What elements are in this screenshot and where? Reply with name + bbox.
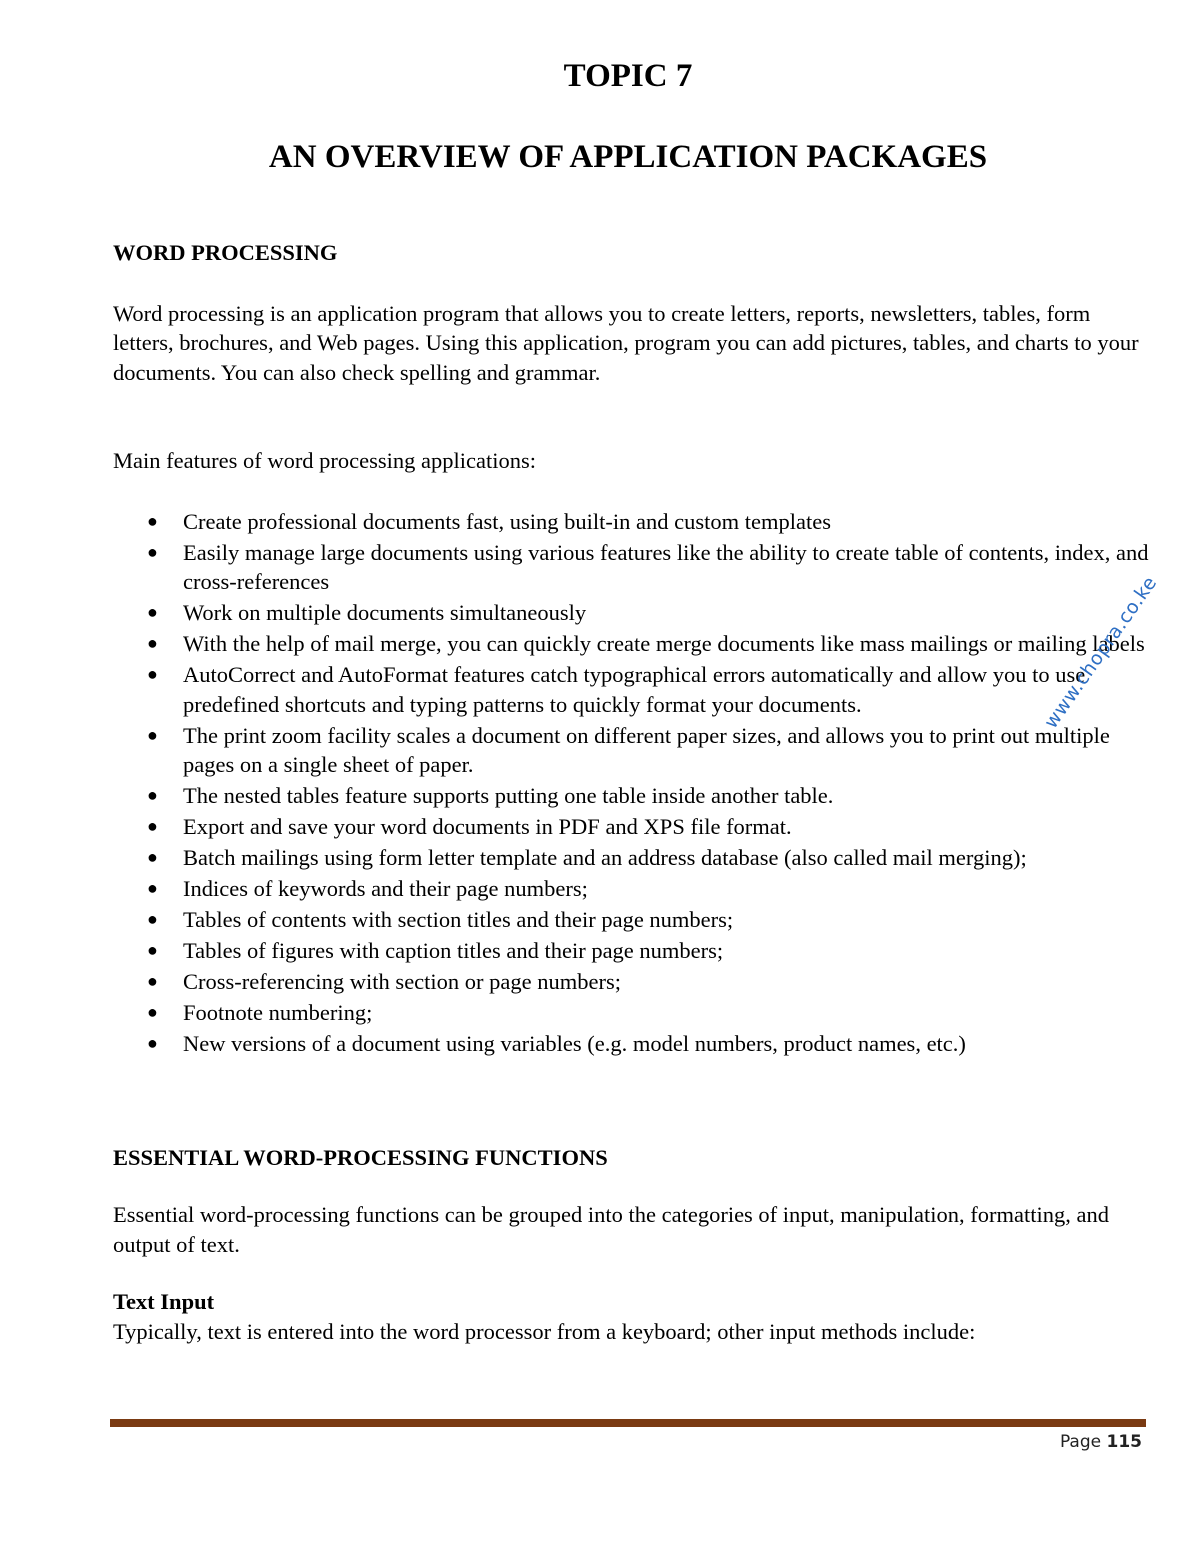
word-processing-heading: WORD PROCESSING [113,240,338,265]
feature-item [113,629,1153,659]
feature-text: Tables of contents with section titles and their page numbers; [183,907,734,932]
feature-text: Easily manage large documents using various features like the ability to create table of contents, index, and cross-references [183,539,1149,594]
bullet-icon: ● [147,602,158,622]
feature-item [113,538,1153,597]
bullet-icon: ● [147,878,158,898]
bullet-icon: ● [147,510,158,531]
bullet-icon: ● [147,816,158,836]
bullet-icon: ● [147,541,158,562]
feature-item [113,507,1153,537]
bullet-icon: ● [147,633,158,653]
bullet-icon: ● [147,1033,158,1053]
features-intro: Main features of word processing applications: [113,448,537,473]
feature-text: Batch mailings using form letter template and an address database (also called mail merging); [183,845,1027,870]
feature-item [113,1029,1153,1059]
feature-text: Tables of figures with caption titles and their page numbers; [183,938,724,963]
features-list [113,507,1153,1059]
bullet-icon: ● [147,909,158,929]
feature-item [113,660,1153,719]
feature-item [113,905,1153,935]
feature-item [113,967,1153,997]
page-number-value: 115 [1106,1432,1142,1452]
essential-functions-heading: ESSENTIAL WORD-PROCESSING FUNCTIONS [113,1144,608,1170]
bullet-icon: ● [147,847,158,867]
feature-text: Cross-referencing with section or page numbers; [183,969,621,994]
feature-item [113,843,1153,873]
watermark: www.chopra.co.ke [1040,572,1162,733]
essential-functions-intro: Essential word-processing functions can be grouped into the categories of input, manipulation, formatting, and output of text. [113,1202,1109,1257]
feature-item [113,812,1153,842]
feature-text: AutoCorrect and AutoFormat features catch typographical errors automatically and allow you to use predefined shortcuts and typing patterns to quickly format your documents. [183,662,1086,717]
feature-text: Work on multiple documents simultaneously [183,600,587,625]
feature-text: Footnote numbering; [183,1000,373,1025]
feature-item [113,598,1153,628]
feature-text: The nested tables feature supports putting one table inside another table. [183,783,834,808]
feature-text: Export and save your word documents in PDF and XPS file format. [183,814,792,839]
topic-title: AN OVERVIEW OF APPLICATION PACKAGES [268,139,988,175]
bullet-icon: ● [147,1002,158,1022]
feature-text: Indices of keywords and their page numbers; [183,876,588,901]
feature-text: Create professional documents fast, using built-in and custom templates [183,508,831,534]
feature-item [113,874,1153,904]
text-input-heading: Text Input [113,1289,215,1314]
feature-item [113,721,1153,780]
word-processing-intro: Word processing is an application program that allows you to create letters, reports, newsletters, tables, form letters, brochures, and Web pages. Using this application, program you can add pictures, tables, and charts to your documents. You can also check spelling and grammar. [113,300,1139,385]
feature-text: The print zoom facility scales a document on different paper sizes, and allows you to print out multiple pages on a single sheet of paper. [183,722,1110,777]
feature-item [113,936,1153,966]
topic-number: TOPIC 7 [563,58,693,94]
bullet-icon: ● [147,664,158,684]
feature-text: With the help of mail merge, you can quickly create merge documents like mass mailings or mailing labels [183,631,1145,656]
bullet-icon: ● [147,940,158,960]
footer-rule [110,1419,1146,1427]
page-label: Page [1059,1432,1102,1452]
bullet-icon: ● [147,971,158,991]
page-number [1060,1432,1142,1452]
feature-item [113,998,1153,1028]
bullet-icon: ● [147,724,158,745]
feature-item [113,781,1153,811]
page-content [113,238,1153,1346]
text-input-body: Typically, text is entered into the word processor from a keyboard; other input methods include: [113,1318,976,1344]
bullet-icon: ● [147,785,158,805]
feature-text: New versions of a document using variables (e.g. model numbers, product names, etc.) [183,1031,966,1056]
